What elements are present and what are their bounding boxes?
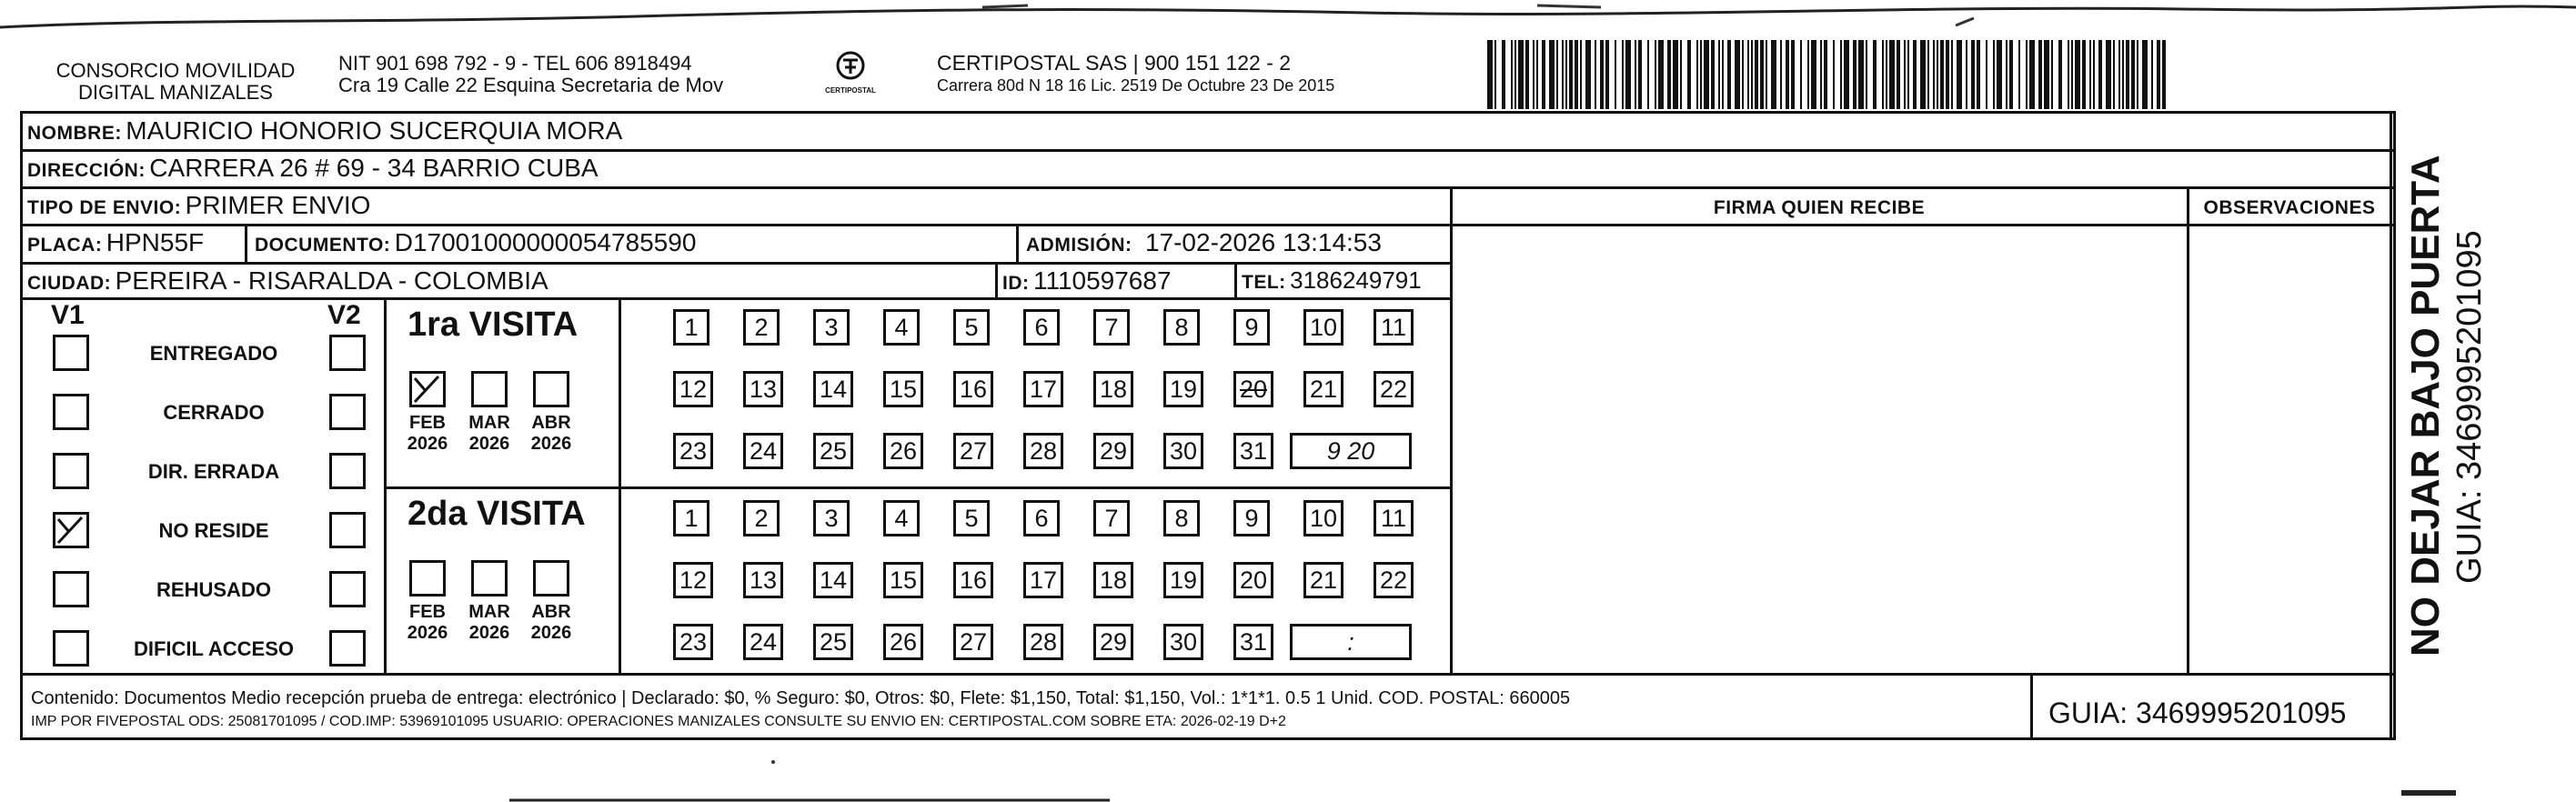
status-v2-checkbox (329, 453, 366, 489)
barcode-bar (2009, 40, 2013, 109)
consortium-name: CONSORCIO MOVILIDAD DIGITAL MANIZALES (55, 59, 296, 104)
month-label: MAR (468, 413, 510, 433)
barcode-bar (2068, 40, 2069, 109)
certipostal-logo: CERTIPOSTAL (823, 49, 878, 95)
month-checkbox (533, 371, 569, 407)
check-mark-icon (409, 371, 446, 407)
courier-info: CERTIPOSTAL SAS | 900 151 122 - 2 Carrera 80d N 18 16 Lic. 2519 De Octubre 23 De 2015 (937, 51, 1335, 95)
barcode-bar (1986, 40, 1987, 109)
day-cell: 30 (1163, 433, 1203, 469)
month-checkbox (533, 560, 569, 596)
tipo-envio-row: TIPO DE ENVIO: PRIMER ENVIO (27, 191, 371, 219)
status-label: CERRADO (163, 401, 265, 424)
barcode-bar (1853, 40, 1857, 109)
day-cell: 15 (883, 562, 923, 598)
status-v2-checkbox (329, 630, 366, 667)
day-cell: 29 (1093, 624, 1133, 660)
time-box: : (1290, 624, 1412, 660)
day-cell: 22 (1374, 371, 1414, 407)
day-cell: 25 (813, 433, 853, 469)
barcode-bar (2044, 40, 2049, 109)
barcode-bar (1820, 40, 1822, 109)
day-cell: 11 (1374, 500, 1414, 536)
barcode-bar (1542, 40, 1545, 109)
day-cell: 10 (1303, 500, 1343, 536)
barcode-bar (1811, 40, 1816, 109)
month-label: FEB (409, 602, 446, 622)
side-warning: NO DEJAR BAJO PUERTA (2403, 155, 2448, 657)
month-checkbox (471, 371, 508, 407)
barcode-bar (1696, 40, 1698, 109)
barcode-bar (1518, 40, 1524, 109)
day-cell: 10 (1303, 309, 1343, 346)
barcode-bar (2058, 40, 2062, 109)
barcode-bar (1718, 40, 1720, 109)
month-checkbox (471, 560, 508, 596)
month-label: ABR (531, 413, 571, 433)
barcode-bar (1575, 40, 1578, 109)
barcode-bar (1889, 40, 1895, 109)
month-label: ABR (531, 602, 571, 622)
day-cell: 18 (1093, 562, 1133, 598)
day-cell: 9 (1233, 500, 1270, 536)
barcode-bar (1704, 40, 1709, 109)
barcode-bar (2122, 40, 2124, 109)
barcode-bar (1687, 40, 1691, 109)
day-cell: 29 (1093, 433, 1133, 469)
status-label: NO RESIDE (158, 519, 269, 542)
barcode-bar (1786, 40, 1789, 109)
day-cell: 13 (743, 562, 783, 598)
certipostal-logo-icon (832, 49, 869, 82)
barcode-bar (2106, 40, 2111, 109)
barcode-bar (1800, 40, 1802, 109)
barcode-bar (1766, 40, 1767, 109)
day-cell: 2 (743, 500, 780, 536)
barcode-bar (1494, 40, 1496, 109)
barcode-bar (1858, 40, 1864, 109)
barcode-bar (1897, 40, 1900, 109)
scan-marks (0, 746, 2576, 802)
barcode-bar (1751, 40, 1753, 109)
barcode-bar (2137, 40, 2138, 109)
barcode-bar (1533, 40, 1535, 109)
month-year: 2026 (407, 434, 448, 454)
tel-field: TEL: 3186249791 (1242, 266, 1422, 294)
day-cell: 7 (1093, 309, 1130, 346)
day-cell: 19 (1163, 562, 1203, 598)
status-v1-checkbox (53, 394, 89, 430)
observaciones-header: OBSERVACIONES (2203, 197, 2376, 218)
barcode-bar (1655, 40, 1656, 109)
day-cell: 9 (1233, 309, 1270, 346)
day-cell: 21 (1303, 371, 1343, 407)
day-cell: 8 (1163, 500, 1200, 536)
day-cell: 23 (673, 433, 713, 469)
barcode-bar (1780, 40, 1782, 109)
barcode-bar (1824, 40, 1827, 109)
barcode-bar (1844, 40, 1849, 109)
barcode-bar (1957, 40, 1962, 109)
barcode-bar (1940, 40, 1944, 109)
barcode-bar (2026, 40, 2028, 109)
barcode-bar (1791, 40, 1795, 109)
barcode-bar (2126, 40, 2129, 109)
barcode-bar (1771, 40, 1776, 109)
barcode-bar (2018, 40, 2020, 109)
day-cell: 22 (1374, 562, 1414, 598)
placa-field: PLACA: HPN55F (27, 228, 205, 256)
barcode-bar (1536, 40, 1538, 109)
guia-box: GUIA: 3469995201095 (2048, 697, 2347, 729)
status-v2-checkbox (329, 394, 366, 430)
day-cell: 1 (673, 500, 709, 536)
day-cell: 28 (1023, 433, 1063, 469)
day-cell: 3 (813, 500, 850, 536)
status-label: DIR. ERRADA (147, 460, 280, 483)
barcode-bar (1565, 40, 1567, 109)
firma-header: FIRMA QUIEN RECIBE (1713, 197, 1926, 218)
side-guia: GUIA: 3469995201095 (2450, 230, 2489, 584)
nombre-row: NOMBRE: MAURICIO HONORIO SUCERQUIA MORA (27, 116, 623, 145)
day-cell: 26 (883, 433, 923, 469)
day-cell: 18 (1093, 371, 1133, 407)
month-label: MAR (468, 602, 510, 622)
ciudad-field: CIUDAD: PEREIRA - RISARALDA - COLOMBIA (27, 266, 548, 295)
barcode-bar (1937, 40, 1938, 109)
barcode-bar (1913, 40, 1917, 109)
day-cell: 31 (1233, 433, 1273, 469)
day-cell: 16 (953, 371, 993, 407)
barcode-bar (1569, 40, 1573, 109)
day-cell: 24 (743, 433, 783, 469)
day-cell: 5 (953, 500, 990, 536)
day-cell: 15 (883, 371, 923, 407)
barcode-bar (1487, 40, 1493, 109)
footer-imp: IMP POR FIVEPOSTAL ODS: 25081701095 / COD.IMP: 53969101095 USUARIO: OPERACIONES MANIZALES CONSULTE SU ENVIO EN: CERTIPOSTAL.COM SOBRE ETA: 2026-02-19 D+2 (31, 714, 1286, 729)
status-v1-checkbox (53, 335, 89, 371)
day-cell: 3 (813, 309, 850, 346)
barcode-bar (1747, 40, 1749, 109)
barcode-bar (2162, 40, 2166, 109)
barcode-bar (1946, 40, 1949, 109)
day-cell: 11 (1374, 309, 1414, 346)
admision-field: ADMISIÓN: 17-02-2026 13:14:53 (1026, 228, 1382, 256)
month-year: 2026 (530, 434, 572, 454)
v2-label: V2 (327, 300, 361, 330)
barcode-bar (1966, 40, 1967, 109)
barcode-bar (1722, 40, 1724, 109)
day-cell: 26 (883, 624, 923, 660)
barcode-bar (1866, 40, 1867, 109)
check-mark-icon (53, 512, 89, 548)
day-cell: 31 (1233, 624, 1273, 660)
barcode-bar (2038, 40, 2042, 109)
barcode-bar (1525, 40, 1529, 109)
barcode-bar (1977, 40, 1980, 109)
barcode-bar (1580, 40, 1582, 109)
day-cell: 27 (953, 433, 993, 469)
barcode-bar (1873, 40, 1877, 109)
barcode-bar (1615, 40, 1616, 109)
barcode-bar (1951, 40, 1953, 109)
day-cell: 21 (1303, 562, 1343, 598)
barcode-bar (2113, 40, 2115, 109)
barcode-bar (2051, 40, 2053, 109)
barcode-bar (2071, 40, 2073, 109)
day-cell: 12 (673, 562, 713, 598)
day-cell: 27 (953, 624, 993, 660)
barcode-bar (2089, 40, 2091, 109)
day-cell: 8 (1163, 309, 1200, 346)
day-cell: 12 (673, 371, 713, 407)
month-year: 2026 (530, 623, 572, 643)
day-cell: 25 (813, 624, 853, 660)
status-v2-checkbox (329, 571, 366, 607)
day-cell: 19 (1163, 371, 1203, 407)
day-cell: 17 (1023, 562, 1063, 598)
barcode-bar (1882, 40, 1884, 109)
barcode-bar (2142, 40, 2148, 109)
consortium-nit: NIT 901 698 792 - 9 - TEL 606 8918494 Cra 19 Calle 22 Esquina Secretaria de Mov (338, 52, 724, 96)
barcode-bar (1562, 40, 1564, 109)
day-cell: 20 (1233, 371, 1273, 407)
day-cell: 17 (1023, 371, 1063, 407)
month-checkbox (409, 560, 446, 596)
status-v2-checkbox (329, 512, 366, 548)
day-cell: 28 (1023, 624, 1063, 660)
barcode-bar (2151, 40, 2153, 109)
status-v1-checkbox (53, 453, 89, 489)
day-cell: 5 (953, 309, 990, 346)
status-v1-checkbox (53, 571, 89, 607)
barcode-bar (1833, 40, 1835, 109)
direccion-row: DIRECCIÓN: CARRERA 26 # 69 - 34 BARRIO CUBA (27, 154, 599, 182)
month-label: FEB (409, 413, 446, 433)
barcode-bar (1755, 40, 1758, 109)
day-cell: 6 (1023, 500, 1060, 536)
barcode-bar (1502, 40, 1505, 109)
barcode-bar (1971, 40, 1975, 109)
documento-field: DOCUMENTO: D17001000000054785590 (255, 228, 697, 256)
torn-top-edge (0, 0, 2576, 36)
v1-label: V1 (51, 300, 85, 330)
visit2-title: 2da VISITA (408, 495, 586, 533)
day-cell: 14 (813, 562, 853, 598)
barcode-bar (1886, 40, 1887, 109)
barcode-bar (1595, 40, 1596, 109)
barcode-bar (1658, 40, 1664, 109)
barcode-bar (1760, 40, 1764, 109)
barcode-bar (2093, 40, 2095, 109)
barcode-bar (1600, 40, 1604, 109)
barcode-bar (1840, 40, 1842, 109)
barcode-bar (1711, 40, 1715, 109)
day-cell: 2 (743, 309, 780, 346)
day-cell: 4 (883, 309, 920, 346)
day-cell: 7 (1093, 500, 1130, 536)
barcode-bar (1511, 40, 1513, 109)
barcode-bar (1927, 40, 1929, 109)
barcode-bar (1735, 40, 1740, 109)
barcode-bar (1700, 40, 1702, 109)
day-cell: 6 (1023, 309, 1060, 346)
barcode-bar (1605, 40, 1609, 109)
status-v1-checkbox (53, 630, 89, 667)
visit1-title: 1ra VISITA (408, 306, 579, 344)
day-cell: 16 (953, 562, 993, 598)
barcode-bar (1680, 40, 1682, 109)
barcode (1487, 40, 2179, 109)
status-label: DIFICIL ACCESO (133, 637, 294, 660)
month-year: 2026 (468, 434, 510, 454)
barcode-bar (1647, 40, 1649, 109)
time-box: 9 20 (1290, 433, 1412, 469)
barcode-bar (1993, 40, 1995, 109)
barcode-bar (1673, 40, 1678, 109)
status-label: ENTREGADO (149, 342, 278, 365)
barcode-bar (2029, 40, 2035, 109)
barcode-bar (1638, 40, 1642, 109)
barcode-bar (1727, 40, 1731, 109)
barcode-bar (2098, 40, 2102, 109)
barcode-bar (1907, 40, 1909, 109)
day-cell: 20 (1233, 562, 1273, 598)
barcode-bar (1625, 40, 1631, 109)
barcode-bar (1904, 40, 1906, 109)
day-cell: 1 (673, 309, 709, 346)
id-field: ID: 1110597687 (1002, 266, 1172, 295)
footer-content: Contenido: Documentos Medio recepción prueba de entrega: electrónico | Declarado: $0, % Seguro: $0, Otros: $0, Flete: $1,150, Total: $1,150, Vol.: 1*1*1. 0.5 1 Unid. COD. POSTAL: 660005 (31, 688, 1571, 708)
barcode-bar (2006, 40, 2007, 109)
month-year: 2026 (468, 623, 510, 643)
day-cell: 14 (813, 371, 853, 407)
barcode-bar (2157, 40, 2160, 109)
barcode-bar (2131, 40, 2135, 109)
status-label: REHUSADO (156, 578, 271, 601)
barcode-bar (2082, 40, 2086, 109)
barcode-bar (2118, 40, 2120, 109)
barcode-bar (1556, 40, 1558, 109)
month-year: 2026 (407, 623, 448, 643)
day-cell: 4 (883, 500, 920, 536)
barcode-bar (1742, 40, 1744, 109)
barcode-bar (1635, 40, 1636, 109)
barcode-bar (1622, 40, 1624, 109)
status-v2-checkbox (329, 335, 366, 371)
barcode-bar (2075, 40, 2080, 109)
barcode-bar (1997, 40, 2002, 109)
barcode-bar (1933, 40, 1935, 109)
day-cell: 24 (743, 624, 783, 660)
barcode-bar (1807, 40, 1809, 109)
barcode-bar (1549, 40, 1555, 109)
day-cell: 23 (673, 624, 713, 660)
barcode-bar (1667, 40, 1671, 109)
barcode-bar (1920, 40, 1926, 109)
day-cell: 13 (743, 371, 783, 407)
barcode-bar (1514, 40, 1516, 109)
barcode-bar (1585, 40, 1591, 109)
day-cell: 30 (1163, 624, 1203, 660)
